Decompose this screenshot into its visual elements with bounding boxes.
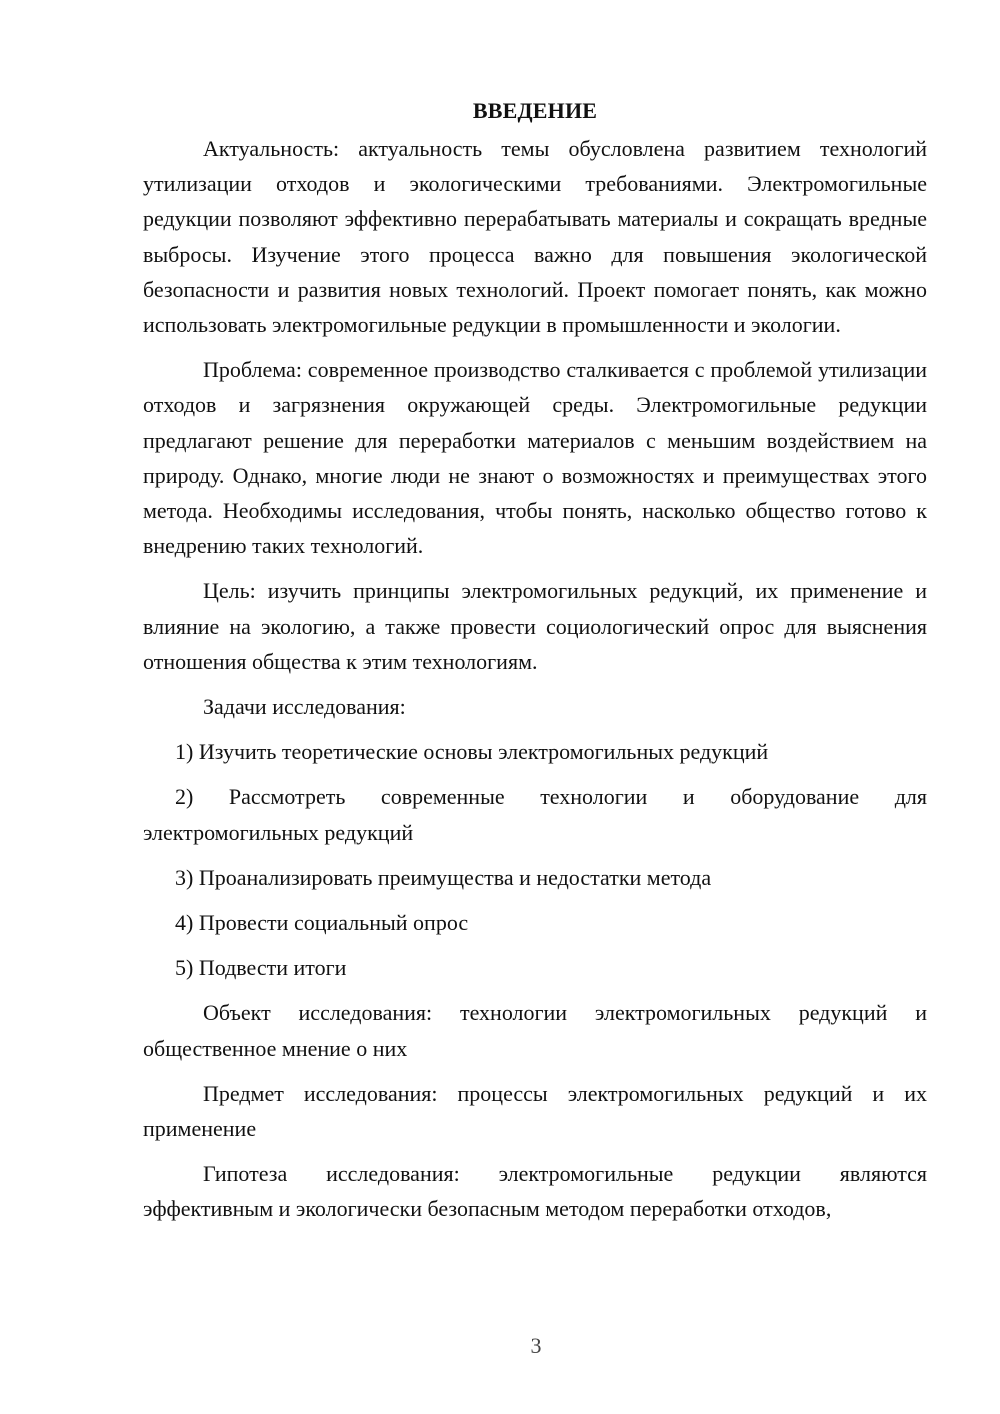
task-item-3: 3) Проанализировать преимущества и недостатки метода	[175, 864, 712, 890]
object-paragraph: Объект исследования: технологии электромогильных редукций и общественное мнение о них	[143, 1000, 927, 1061]
section-title: ВВЕДЕНИЕ	[472, 98, 598, 123]
task-item-1: 1) Изучить теоретические основы электромогильных редукций	[175, 739, 769, 765]
task-item-4: 4) Провести социальный опрос	[175, 910, 469, 936]
subject-paragraph: Предмет исследования: процессы электромогильных редукций и их применение	[143, 1080, 927, 1142]
tasks-heading: Задачи исследования:	[203, 694, 406, 720]
page-content	[143, 94, 927, 1237]
task-item-2: 2) Рассмотреть современные технологии и оборудование для электромогильных редукций	[143, 784, 927, 845]
goal-paragraph: Цель: изучить принципы электромогильных редукций, их применение и влияние на экологию, а также провести социологический опрос для выяснения отношения общества к этим технологиям.	[143, 578, 927, 674]
relevance-paragraph: Актуальность: актуальность темы обусловлена развитием технологий утилизации отходов и экологическими требованиями. Электромогильные редукции позволяют эффективно перерабатывать материалы и сокращать вредные выбросы. Изучение этого процесса важно для повышения экологической безопасности и развития новых технологий. Проект помогает понять, как можно использовать электромогильные редукции в промышленности и экологии.	[143, 136, 927, 338]
hypothesis-paragraph: Гипотеза исследования: электромогильные редукции являются эффективным и экологически безопасным методом переработки отходов,	[143, 1161, 927, 1222]
task-item-5: 5) Подвести итоги	[175, 955, 347, 981]
page-number: 3	[530, 1333, 542, 1358]
problem-paragraph: Проблема: современное производство сталкивается с проблемой утилизации отходов и загрязнения окружающей среды. Электромогильные редукции предлагают решение для переработки материалов с меньшим воздействием на природу. Однако, многие люди не знают о возможностях и преимуществах этого метода. Необходимы исследования, чтобы понять, насколько общество готово к внедрению таких технологий.	[143, 357, 927, 559]
